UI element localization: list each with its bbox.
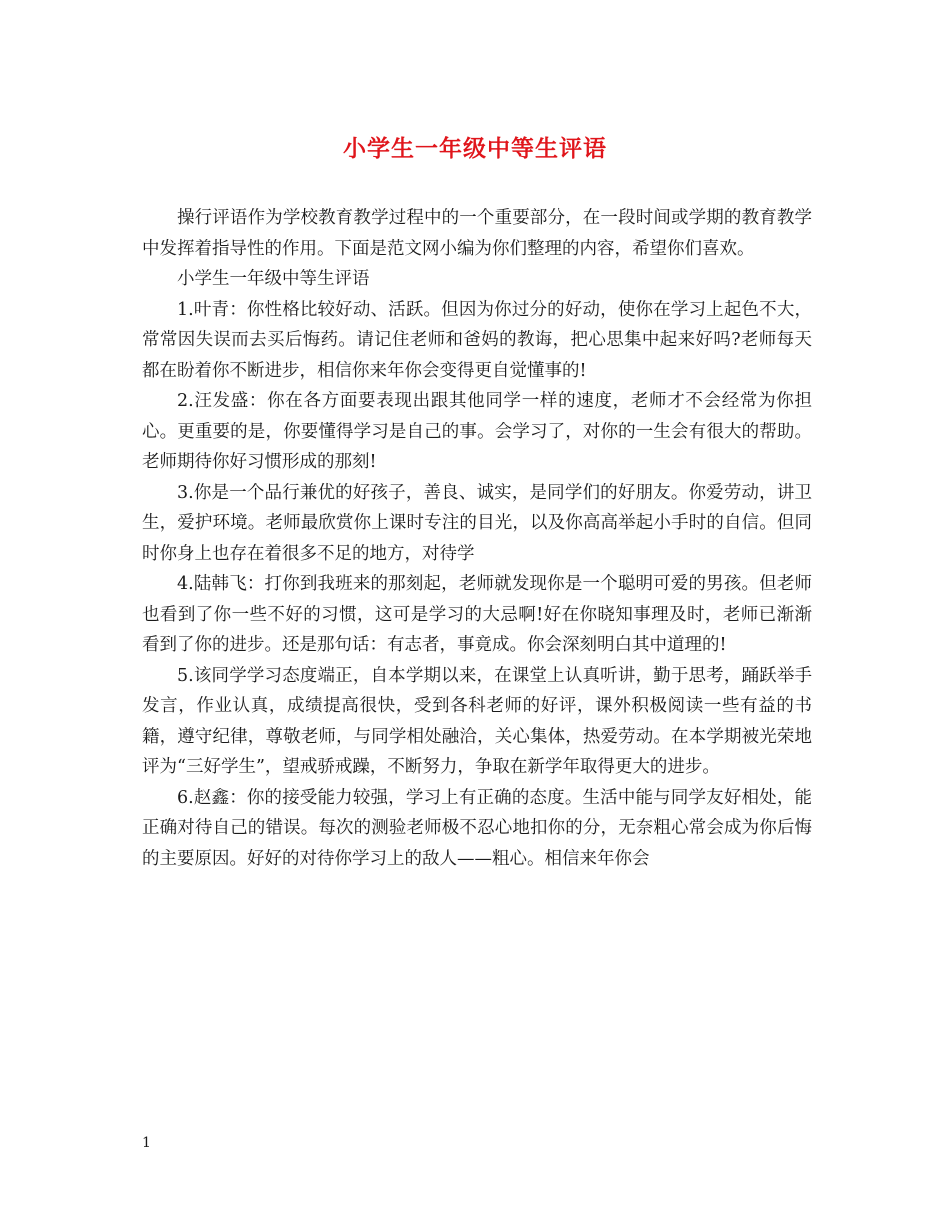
comment-paragraph-5: 5.该同学学习态度端正，自本学期以来，在课堂上认真听讲，勤于思考，踊跃举手发言，作业认真，成绩提高很快，受到各科老师的好评，课外积极阅读一些有益的书籍，遵守纪律，尊敬老师，与同学相处融洽，关心集体，热爱劳动。在本学期被光荣地评为“三好学生”，望戒骄戒躁，不断努力，争取在新学年取得更大的进步。: [142, 665, 812, 777]
comment-paragraph-6: 6.赵鑫：你的接受能力较强，学习上有正确的态度。生活中能与同学友好相处，能正确对待自己的错误。每次的测验老师极不忍心地扣你的分，无奈粗心常会成为你后悔的主要原因。好好的对待你学习上的敌人——粗心。相信来年你会: [142, 787, 812, 869]
document-body: [142, 203, 812, 874]
comment-paragraph-3: 3.你是一个品行兼优的好孩子，善良、诚实，是同学们的好朋友。你爱劳动，讲卫生，爱护环境。老师最欣赏你上课时专注的目光，以及你高高举起小手时的自信。但同时你身上也存在着很多不足的地方，对待学: [142, 482, 812, 564]
intro-paragraph: 操行评语作为学校教育教学过程中的一个重要部分，在一段时间或学期的教育教学中发挥着指导性的作用。下面是范文网小编为你们整理的内容，希望你们喜欢。: [142, 208, 812, 259]
comment-paragraph-2: 2.汪发盛：你在各方面要表现出跟其他同学一样的速度，老师才不会经常为你担心。更重要的是，你要懂得学习是自己的事。会学习了，对你的一生会有很大的帮助。老师期待你好习惯形成的那刻!: [142, 391, 812, 472]
section-heading: 小学生一年级中等生评语: [177, 269, 370, 289]
page-number: 1: [142, 1135, 151, 1151]
comment-paragraph-4: 4.陆韩飞：打你到我班来的那刻起，老师就发现你是一个聪明可爱的男孩。但老师也看到了你一些不好的习惯，这可是学习的大忌啊!好在你晓知事理及时，老师已渐渐看到了你的进步。还是那句话：有志者，事竟成。你会深刻明白其中道理的!: [142, 574, 812, 655]
comment-paragraph-1: 1.叶青：你性格比较好动、活跃。但因为你过分的好动，使你在学习上起色不大，常常因失误而去买后悔药。请记住老师和爸妈的教诲，把心思集中起来好吗?老师每天都在盼着你不断进步，相信你来年你会变得更自觉懂事的!: [142, 299, 812, 381]
document-title: 小学生一年级中等生评语: [343, 135, 607, 162]
